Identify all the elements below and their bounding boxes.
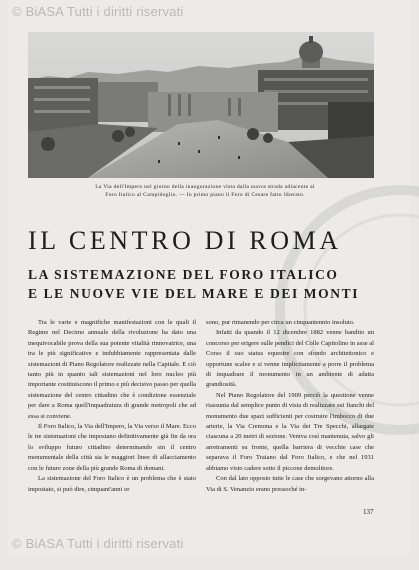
page-number: 137 bbox=[363, 508, 374, 516]
paragraph: sono, pur rimanendo per circa un cinquantennio insoluto. bbox=[206, 319, 355, 326]
paragraph: Il Foro Italico, la Via dell'Impero, la Via verso il Mare. Ecco le tre sistemazioni che impostano definitivamente già fin da ora lo sviluppo futuro cittadino determinando sin il centro monumentale della città sia le maggiori linee di allacciamento con le future zone della più grande Roma di domani. bbox=[28, 423, 196, 472]
text-column-left bbox=[28, 318, 196, 495]
paragraph: Con dal lato opposto tutte le case che sorgevano attorno alla Via di S. Venanzio erano pressoché in- bbox=[206, 475, 374, 493]
watermark-top: © BiASA Tutti i diritti riservati bbox=[12, 4, 184, 19]
paragraph: La sistemazione del Foro Italico è un problema che è stato impostato, si può dire, cinquant'anni or bbox=[28, 475, 196, 493]
paragraph: Nel Piano Regolatore del 1909 perciò la questione venne riassunta dal semplice punto di vista di realizzare sui fianchi del monumento due spazi sufficienti per costruire l'imbocco di due arterie, la Via Cremona e la Via dei Tre Specchi, allargate ciascuna a 20 metri di sezione. Veniva così mantenuta, salvo gli arretramenti su fronte, quella barriera di vecchie case che separava il Foro Traiano dal Foro Italico, e che nel 1931 abbiamo visto cadere sotto il piccone demolitore. bbox=[206, 391, 374, 472]
caption-line-2: Foro Italico al Campidoglio. — In primo piano il Foro di Cesare fatto liberato. bbox=[105, 192, 305, 198]
paragraph: Infatti da quando il 12 dicembre 1882 venne bandito un concorso per erigere sulle pendici del Colle Capitolino in asse al Corso il suo status equestre con sfondo architettonico e opportune scalee e si venne implicitamente a porre il problema di inquadrare il monumento in un ambiente di adatta grandiosità. bbox=[206, 329, 374, 389]
text-column-right bbox=[206, 318, 374, 495]
caption-line-1: La Via dell'Impero nel giorno della inaugurazione vista dalla nuova strada adiacente al bbox=[95, 184, 315, 190]
article-title: IL CENTRO DI ROMA bbox=[28, 226, 342, 255]
article-subtitle-1: LA SISTEMAZIONE DEL FORO ITALICO bbox=[28, 267, 339, 282]
paragraph: Tra le varie e magnifiche manifestazioni con le quali il Regime nel Decimo annuale della rivoluzione ha dato una inequivocabile prova della sua potente vitalità rinnovatrice, una tra le più significative e indubbiamente rappresentata dalle sistemazioni di Piano Regolatore realizzate nella Capitale. E ciò tanto più in quanto tali sistemazioni nel loro nucleo più importante costituiscono il primo e più decisivo passo per quella sistemazione del centro cittadino che è condizione essenziale per dare a Roma quell'inquadratura di grande metropoli che ad essa si conviene. bbox=[28, 319, 196, 420]
watermark-bottom: © BiASA Tutti i diritti riservati bbox=[12, 536, 184, 551]
article-subtitle-2: E LE NUOVE VIE DEL MARE E DEI MONTI bbox=[28, 286, 360, 301]
